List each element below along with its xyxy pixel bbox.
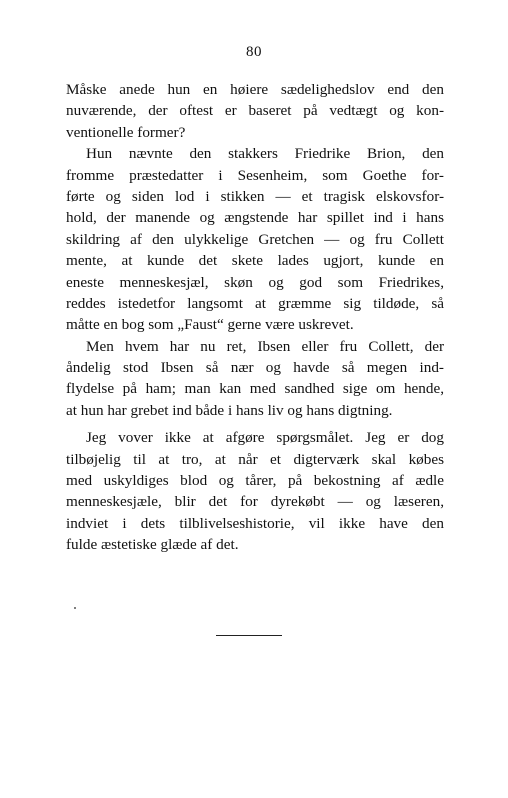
text-line: flydelse på ham; man kan med sandhed sige om hende, <box>66 380 444 398</box>
text-line: Måske anede hun en høiere sædelighedslov end den <box>66 81 444 98</box>
text-line: førte og siden lod i stikken — et tragisk elskovsfor- <box>66 187 444 205</box>
paragraph <box>66 143 444 336</box>
text-line: menneskesjæle, blir det for dyrekøbt — og læseren, <box>66 493 444 511</box>
text-line: indviet i dets tilblivelseshistorie, vil ikke have den <box>66 514 444 532</box>
text-line: Men hvem har nu ret, Ibsen eller fru Collett, der <box>86 337 444 355</box>
end-rule <box>216 635 282 636</box>
text-line: med uskyldiges blod og tårer, på bekostning af ædle <box>66 472 444 490</box>
text-line: fromme præstedatter i Sesenheim, som Goethe for- <box>66 166 444 184</box>
text-line: åndelig stod Ibsen så nær og havde så megen ind- <box>66 359 444 377</box>
text-line: Hun nævnte den stakkers Friedrike Brion, den <box>86 145 444 163</box>
paragraph <box>66 79 444 143</box>
text-line: at hun har grebet ind både i hans liv og hans digtning. <box>66 401 393 419</box>
text-line: mente, at kunde det skete lades ugjort, kunde en <box>66 252 444 270</box>
paragraph <box>66 427 444 555</box>
paragraph <box>66 336 444 422</box>
text-line: tilbøjelig til at tro, at når et digterværk skal købes <box>66 450 444 468</box>
page-number: 80 <box>246 44 262 60</box>
text-line: fulde æstetiske glæde af det. <box>66 536 239 554</box>
text-line: ventionelle former? <box>66 123 186 141</box>
text-line: Jeg vover ikke at afgøre spørgsmålet. Jeg er dog <box>86 429 444 447</box>
text-line: hold, der manende og ængstende har spillet ind i hans <box>66 209 444 227</box>
print-speck <box>74 607 76 609</box>
text-line: skildring af den ulykkelige Gretchen — og fru Collett <box>66 230 444 248</box>
text-line: eneste menneskesjæl, skøn og god som Friedrikes, <box>66 273 444 291</box>
text-line: måtte en bog som „Faust“ gerne være uskrevet. <box>66 316 354 334</box>
body-text <box>66 79 444 556</box>
text-line: nuværende, der oftest er baseret på vedtægt og kon- <box>66 102 444 120</box>
text-line: reddes istedetfor langsomt at græmme sig tildøde, så <box>66 294 444 312</box>
